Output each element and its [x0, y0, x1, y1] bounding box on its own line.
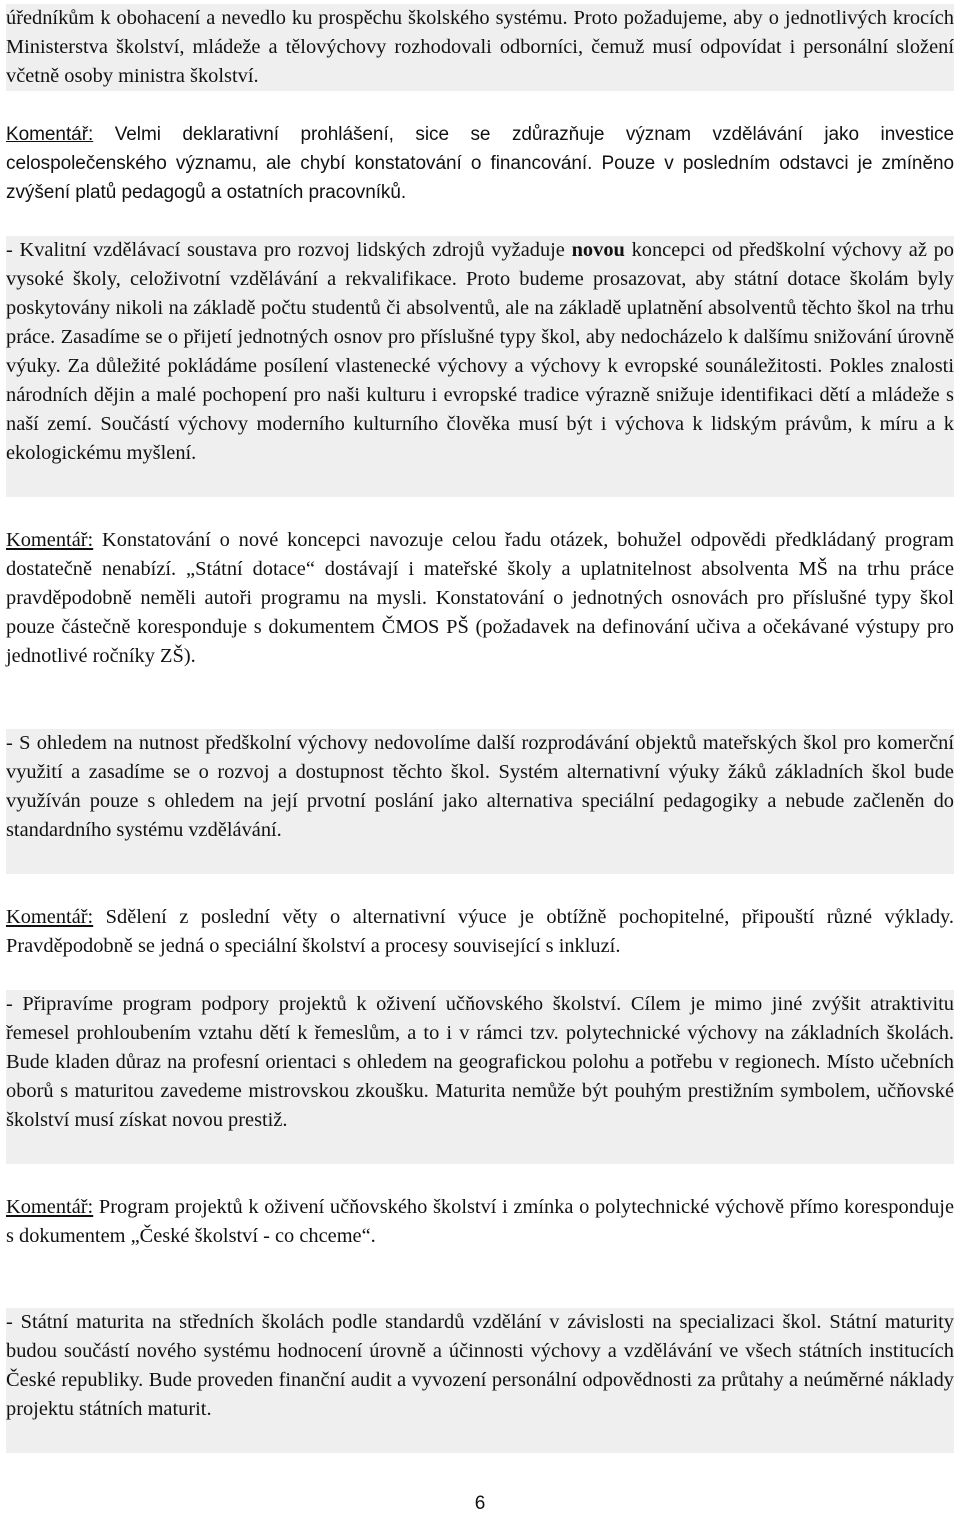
program-paragraph: [6, 1308, 954, 1453]
paragraph-text: - Státní maturita na středních školách podle standardů vzdělání v závislosti na specializaci škol. Státní maturity budou součástí nového systému hodnocení úrovně a účinnosti výchovy a vzdělávání ve všech státních institucích České republiky. Bude proveden finanční audit a vyvození personální odpovědnosti za průtahy a neúměrné náklady projektu státních maturit.: [6, 1311, 954, 1420]
program-paragraph: [6, 729, 954, 874]
commentary-text: Sdělení z poslední věty o alternativní výuce je obtížně pochopitelné, připouští různé výklady. Pravděpodobně se jedná o speciální školství a procesy související s inkluzí.: [6, 906, 954, 957]
commentary-text: Program projektů k oživení učňovského školství i zmínka o polytechnické výchově přímo koresponduje s dokumentem „České školství - co chceme“.: [6, 1196, 954, 1247]
paragraph-text: koncepci od předškolní výchovy až po vysoké školy, celoživotní vzdělávání a rekvalifikace. Proto budeme prosazovat, aby státní dotace školám byly poskytovány nikoli na základě počtu studentů či absolventů, ale na základě uplatnění absolventů těchto škol na trhu práce. Zasadíme se o přijetí jednotných osnov pro příslušné typy škol, aby nedocházelo k dalšímu snižování úrovně výuky. Za důležité pokládáme posílení vlastenecké výchovy a výchovy k evropské sounáležitosti. Pokles znalosti národních dějin a malé pochopení pro naši kulturu i evropské tradice výrazně snižuje identifikaci dětí a mládeže s naší zemí. Součástí výchovy moderního kulturního člověka musí být i výchova k lidským právům, k míru a k ekologickému myšlení.: [6, 239, 955, 464]
commentary-paragraph: [6, 1193, 954, 1251]
commentary-text: Konstatování o nové koncepci navozuje celou řadu otázek, bohužel odpovědi předkládaný program dostatečně nenabízí. „Státní dotace“ dostávají i mateřské školy a uplatnitelnost absolventa MŠ na trhu práce pravděpodobně neměli autoři programu na mysli. Konstatování o jednotných osnovách pro příslušné typy škol pouze částečně koresponduje s dokumentem ČMOS PŠ (požadavek na definování učiva a očekávané výstupy pro jednotlivé ročníky ZŠ).: [6, 529, 954, 667]
page-number: 6: [474, 1493, 486, 1514]
program-paragraph: [6, 4, 954, 91]
commentary-paragraph: [6, 903, 954, 961]
program-paragraph: [6, 236, 954, 497]
paragraph-text: - Kvalitní vzdělávací soustava pro rozvoj lidských zdrojů vyžaduje: [6, 239, 572, 261]
paragraph-text: - S ohledem na nutnost předškolní výchovy nedovolíme další rozprodávání objektů mateřských škol pro komerční využití a zasadíme se o rozvoj a dostupnost těchto škol. Systém alternativní výuky žáků základních škol bude využíván pouze s ohledem na její prvotní poslání jako alternativa speciální pedagogiky a nebude začleněn do standardního systému vzdělávání.: [6, 732, 954, 841]
paragraph-text: - Připravíme program podpory projektů k oživení učňovského školství. Cílem je mimo jiné zvýšit atraktivitu řemesel prohloubením vztahu dětí k řemeslům, a to i v rámci tzv. polytechnické výchovy na základních školách. Bude kladen důraz na profesní orientaci s ohledem na geografickou polohu a potřebu v regionech. Místo učebních oborů s maturitou zavedeme mistrovskou zkoušku. Maturita nemůže být pouhým prestižním symbolem, učňovské školství musí získat novou prestiž.: [6, 993, 954, 1131]
commentary-label: Komentář:: [6, 906, 94, 928]
paragraph-text: úředníkům k obohacení a nevedlo ku prospěchu školského systému. Proto požadujeme, aby o jednotlivých krocích Ministerstva školství, mládeže a tělovýchovy rozhodovali odborníci, čemuž musí odpovídat i personální složení včetně osoby ministra školství.: [6, 7, 954, 87]
commentary-paragraph: [6, 120, 954, 207]
commentary-label: Komentář:: [6, 529, 94, 551]
commentary-label: Komentář:: [6, 1196, 94, 1218]
commentary-label: Komentář:: [6, 124, 94, 145]
emphasis-text: novou: [571, 239, 625, 261]
commentary-text: Velmi deklarativní prohlášení, sice se zdůrazňuje význam vzdělávání jako investice celospolečenského významu, ale chybí konstatování o financování. Pouze v posledním odstavci je zmíněno zvýšení platů pedagogů a ostatních pracovníků.: [6, 124, 954, 203]
program-paragraph: [6, 990, 954, 1164]
commentary-paragraph: [6, 526, 954, 700]
